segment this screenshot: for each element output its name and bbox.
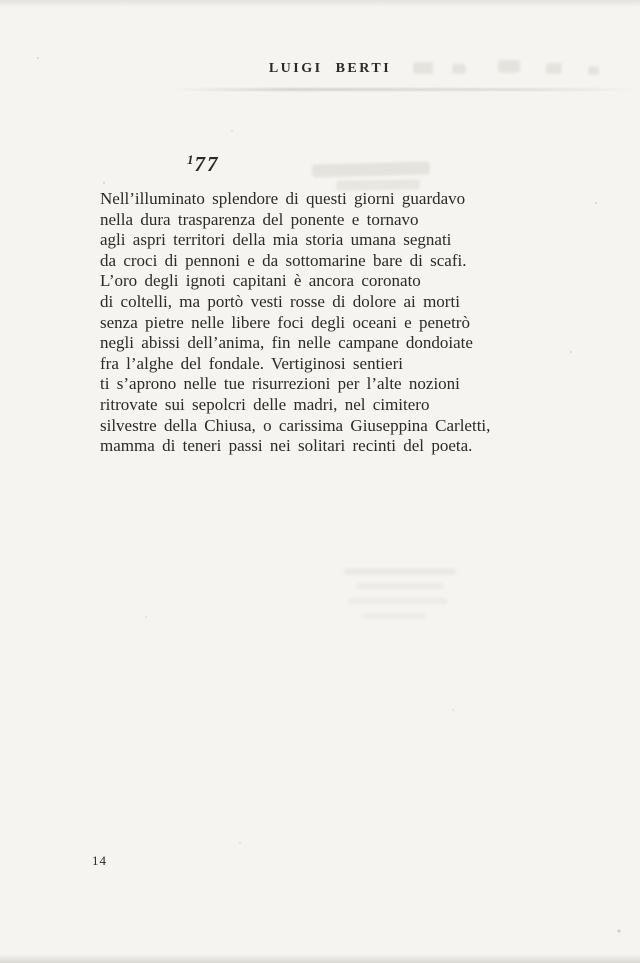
poem-number-digits: 77 — [194, 152, 220, 176]
show-through-smudge — [588, 66, 599, 75]
poem-number — [187, 152, 220, 177]
show-through-rule-smudge — [172, 88, 638, 91]
poem-body — [100, 189, 490, 457]
show-through-title-smudge — [312, 161, 430, 177]
poem-line: senza pietre nelle libere foci degli oceani e penetrò — [100, 312, 470, 332]
poem-line: Nell’illuminato splendore di questi giorni guardavo — [100, 189, 466, 208]
show-through-smudge — [413, 62, 433, 74]
show-through-smudge — [452, 64, 466, 74]
show-through-smudge — [344, 568, 456, 575]
poem-line: nella dura trasparenza del ponente e tornavo — [100, 209, 419, 229]
poem-line: da croci di pennoni e da sottomarine bare di scafi. — [100, 250, 467, 270]
show-through-smudge — [360, 613, 426, 619]
poem-line: agli aspri territori della mia storia umana segnati — [100, 230, 452, 250]
poem-number-superscript: 1 — [187, 152, 195, 167]
running-head-author: LUIGI BERTI — [268, 61, 392, 76]
show-through-smudge — [348, 598, 448, 604]
scan-edge-bottom — [0, 951, 640, 963]
poem-line: negli abissi dell’anima, fin nelle campane dondoiate — [100, 333, 473, 353]
poem-line: L’oro degli ignoti capitani è ancora coronato — [100, 271, 421, 291]
poem-line: mamma di teneri passi nei solitari recinti del poeta. — [100, 436, 473, 456]
page-number: 14 — [92, 853, 107, 868]
poem-line: fra l’alghe del fondale. Vertiginosi sentieri — [100, 353, 403, 373]
scan-edge-top — [0, 0, 640, 10]
show-through-smudge — [546, 63, 562, 74]
poem-line: silvestre della Chiusa, o carissima Giuseppina Carletti, — [100, 415, 491, 435]
poem-line: ti s’aprono nelle tue risurrezioni per l’alte nozioni — [100, 374, 460, 394]
poem-line: ritrovate sui sepolcri delle madri, nel cimitero — [100, 394, 430, 414]
poem-line: di coltelli, ma portò vesti rosse di dolore ai morti — [100, 291, 460, 311]
show-through-smudge — [498, 60, 520, 73]
show-through-smudge — [356, 583, 444, 589]
